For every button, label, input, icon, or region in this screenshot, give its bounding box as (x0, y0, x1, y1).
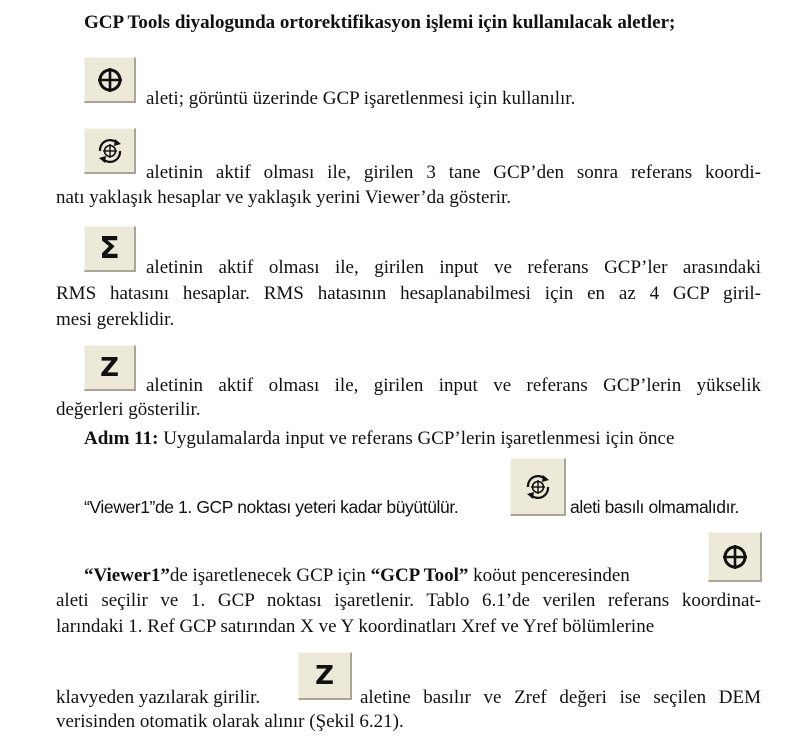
z-elevation-tool-icon (84, 345, 136, 391)
step-label: Adım 11: (84, 428, 159, 449)
z-letter-icon: Z (315, 660, 334, 691)
z-press-text: aletine basılır ve Zref değeri ise seçilen DEM (360, 687, 761, 708)
gcp-point-tool-inline-icon (708, 532, 762, 582)
crosshair-icon (720, 542, 750, 572)
page-heading: GCP Tools diyalogunda ortorektifikasyon işlemi için kullanılacak aletler; (84, 12, 676, 33)
crosshair-icon (95, 65, 125, 95)
gcp-point-tool-icon (84, 57, 136, 103)
z-description-line2: değerleri gösterilir. (56, 399, 201, 420)
paragraph-text: de işaretlenecek GCP için (169, 565, 371, 586)
refresh-crosshair-icon (521, 470, 555, 504)
sigma-icon: Σ (99, 231, 120, 266)
viewer1-bold: “Viewer1” (84, 565, 170, 586)
keyboard-entry-text: klavyeden yazılarak girilir. (56, 687, 261, 708)
gcp-tool-paragraph-line2: aleti seçilir ve 1. GCP noktası işaretlenir. Tablo 6.1’de verilen referans koordinat- (56, 590, 761, 611)
auto-reference-tool-icon (84, 128, 136, 174)
refresh-crosshair-icon (93, 134, 127, 168)
gcp-tool-paragraph-line3: larındaki 1. Ref GCP satırından X ve Y koordinatları Xref ve Yref bölümlerine (56, 616, 655, 637)
gcp-tool-description: aleti; görüntü üzerinde GCP işaretlenmesi için kullanılır. (146, 88, 576, 109)
rms-sigma-tool-icon (84, 226, 136, 272)
paragraph-text: koöut penceresinden (468, 565, 630, 586)
auto-ref-description-line2: natı yaklaşık hesaplar ve yaklaşık yerini Viewer’da gösterir. (56, 187, 512, 208)
z-elevation-tool-inline-icon (298, 652, 352, 700)
rms-description-line3: mesi gereklidir. (56, 309, 175, 330)
dem-source-text: verisinden otomatik olarak alınır (Şekil 6.21). (56, 711, 404, 732)
gcp-tool-bold: “GCP Tool” (370, 565, 469, 586)
step-11-line (84, 428, 674, 450)
viewer-zoom-text: “Viewer1”de 1. GCP noktası yeteri kadar büyütülür. (84, 497, 459, 517)
auto-reference-tool-inline-icon (510, 458, 566, 516)
rms-description-line2: RMS hatasını hesaplar. RMS hatasının hesaplanabilmesi için en az 4 GCP giril- (56, 283, 761, 304)
auto-ref-description-line1: aletinin aktif olması ile, girilen 3 tane GCP’den sonra referans koordi- (146, 162, 761, 183)
z-description-line1: aletinin aktif olması ile, girilen input ve referans GCP’lerin yükselik (146, 375, 761, 396)
viewer-tool-note: aleti basılı olmamalıdır. (570, 497, 739, 517)
rms-description-line1: aletinin aktif olması ile, girilen input ve referans GCP’ler arasındaki (146, 257, 761, 278)
step-text: Uygulamalarda input ve referans GCP’lerin işaretlenmesi için önce (158, 428, 675, 449)
z-letter-icon: Z (100, 352, 119, 383)
gcp-tool-paragraph-line1 (84, 565, 630, 587)
